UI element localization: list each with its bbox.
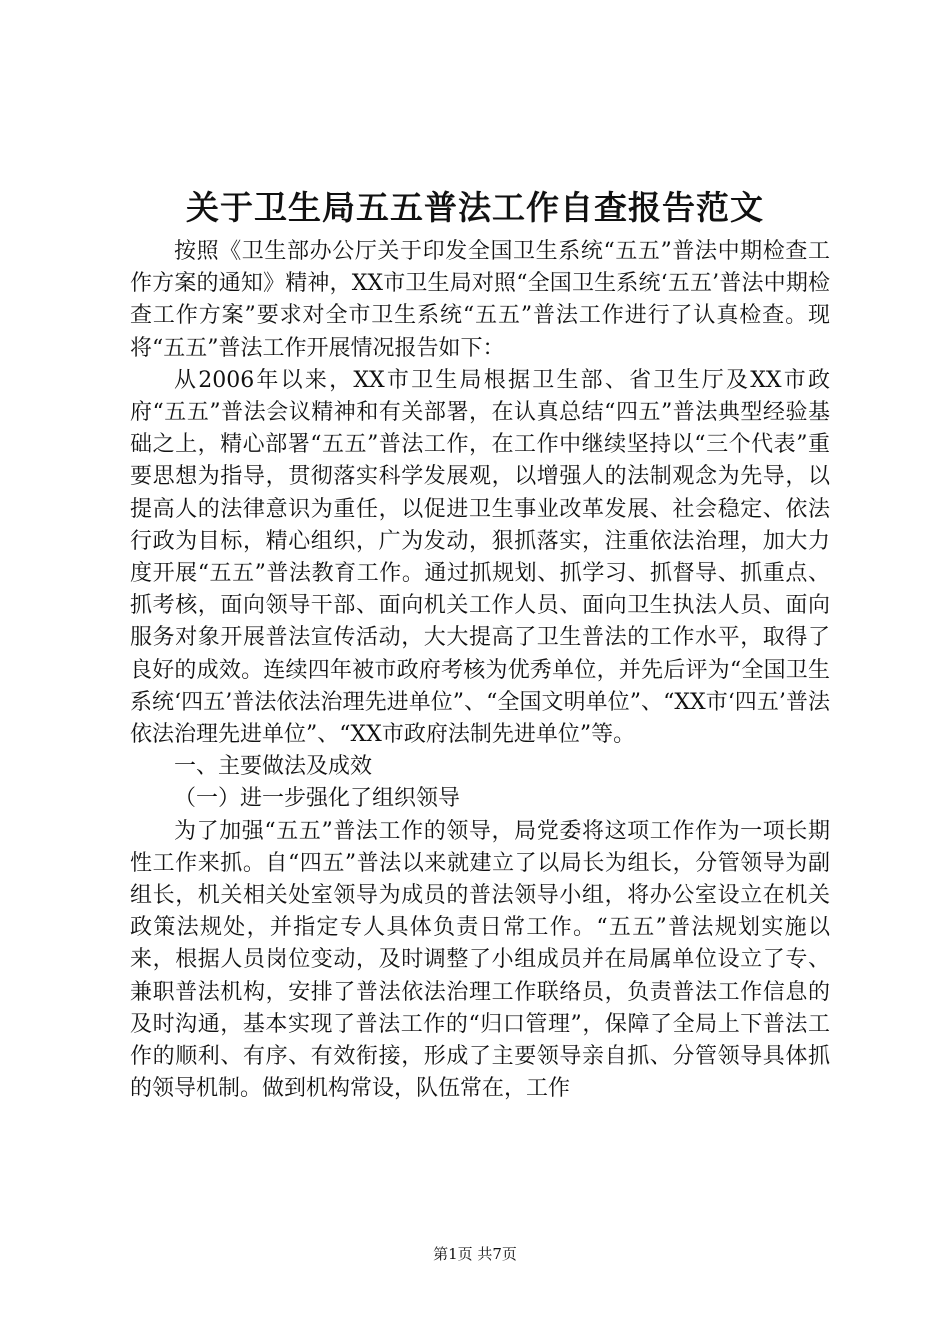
subsection-heading: （一）进一步强化了组织领导	[174, 786, 461, 812]
paragraph-background: 从2006年以来，XX市卫生局根据卫生部、省卫生厅及XX市政府“五五”普法会议精神和有关部署，在认真总结“四五”普法典型经验基础之上，精心部署“五五”普法工作，在工作中继续坚持以“三个代表”重要思想为指导，贯彻落实科学发展观，以增强人的法制观念为先导，以提高人的法律意识为重任，以促进卫生事业改革发展、社会稳定、依法行政为目标，精心组织，广为发动，狠抓落实，注重依法治理，加大力度开展“五五”普法教育工作。通过抓规划、抓学习、抓督导、抓重点、抓考核，面向领导干部、面向机关工作人员、面向卫生执法人员、面向服务对象开展普法宣传活动，大大提高了卫生普法的工作水平，取得了良好的成效。连续四年被市政府考核为优秀单位，并先后评为“全国卫生系统‘四五’普法依法治理先进单位”、“全国文明单位”、“XX市‘四五’普法依法治理先进单位”、“XX市政府法制先进单位”等。	[130, 367, 830, 748]
paragraph-organization: 为了加强“五五”普法工作的领导，局党委将这项工作作为一项长期性工作来抓。自“四五”普法以来就建立了以局长为组长，分管领导为副组长，机关相关处室领导为成员的普法领导小组，将办公室设立在机关政策法规处，并指定专人具体负责日常工作。“五五”普法规划实施以来，根据人员岗位变动，及时调整了小组成员并在局属单位设立了专、兼职普法机构，安排了普法依法治理工作联络员，负责普法工作信息的及时沟通，基本实现了普法工作的“归口管理”，保障了全局上下普法工作的顺利、有序、有效衔接，形成了主要领导亲自抓、分管领导具体抓的领导机制。做到机构常设，队伍常在，工作	[130, 818, 830, 1102]
page-number: 第1页 共7页	[433, 1245, 517, 1263]
paragraph-intro: 按照《卫生部办公厅关于印发全国卫生系统“五五”普法中期检查工作方案的通知》精神，XX市卫生局对照“全国卫生系统‘五五’普法中期检查工作方案”要求对全市卫生系统“五五”普法工作进行了认真检查。现将“五五”普法工作开展情况报告如下：	[130, 239, 830, 361]
document-title: 关于卫生局五五普法工作自查报告范文	[186, 188, 764, 227]
section-heading: 一、主要做法及成效	[174, 754, 373, 780]
document-body	[130, 236, 830, 1105]
